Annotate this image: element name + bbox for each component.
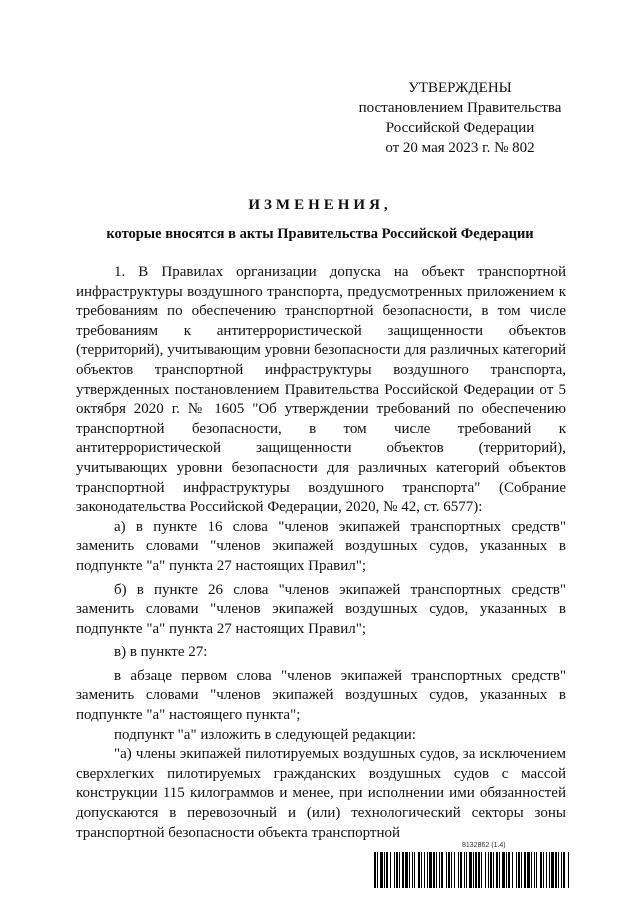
barcode-bar	[568, 852, 569, 888]
barcode-bar	[418, 852, 420, 888]
barcode-bar	[448, 852, 450, 888]
barcode-bar	[551, 852, 554, 888]
barcode-bar	[399, 852, 400, 888]
barcode-bar	[464, 852, 465, 888]
barcode-bar	[466, 852, 467, 888]
barcode-bar	[496, 852, 498, 888]
barcode-bar	[402, 852, 404, 888]
barcode-bar	[561, 852, 562, 888]
barcode-bar	[531, 852, 532, 888]
barcode-bar	[439, 852, 440, 888]
paragraph-1: 1. В Правилах организации допуска на объект транспортной инфраструктуры воздушного транспорта, предусмотренных приложением к требованиям по обеспечению транспортной безопасности, в том числе требованиям к антитеррористической защищенности объектов (территорий), учитывающим уровни безопасности для различных категорий объектов транспортной инфраструктуры воздушного транспорта, утвержденных постановлением Правительства Российской Федерации от 5 октября 2020 г. № 1605 "Об утверждении требований по обеспечению транспортной безопасности, в том числе требований к антитеррористической защищенности объектов (территорий), учитывающих уровни безопасности для различных категорий объектов транспортной инфраструктуры воздушного транспорта" (Собрание законодательства Российской Федерации, 2020, № 42, ст. 6577):	[76, 264, 566, 516]
barcode-bar	[374, 852, 376, 888]
barcode-bar	[521, 852, 522, 888]
barcode-bar	[386, 852, 388, 888]
barcode-bar	[540, 852, 542, 888]
barcode-bar	[488, 852, 489, 888]
barcode-bar	[524, 852, 526, 888]
barcode-bar	[543, 852, 544, 888]
barcode-bar	[433, 852, 435, 888]
barcode-bar	[473, 852, 474, 888]
barcode-bar	[390, 852, 391, 888]
barcode-bar	[380, 852, 383, 888]
barcode-bar	[506, 852, 507, 888]
approval-line-resolution: постановлением Правительства	[358, 100, 562, 116]
barcode-bar	[454, 852, 455, 888]
paragraph-subitem-b: б) в пункте 26 слова "членов экипажей транспортных средств" заменить словами "членов экипажей воздушных судов, указанных в подпункте "а" пункта 27 настоящих Правил";	[76, 581, 566, 637]
barcode-bar	[518, 852, 520, 888]
approval-line-date-number: от 20 мая 2023 г. № 802	[385, 140, 535, 156]
barcode-bar	[490, 852, 492, 888]
approval-block	[340, 78, 580, 158]
paragraph-first-abzac: в абзаце первом слова "членов экипажей транспортных средств" заменить словами "членов экипажей воздушных судов, указанных в подпункте "а" настоящего пункта";	[76, 667, 566, 724]
barcode-bar	[546, 852, 547, 888]
barcode-bar	[460, 852, 462, 888]
barcode-bars	[374, 852, 570, 888]
barcode-bar	[502, 852, 505, 888]
barcode-bar	[396, 852, 398, 888]
barcode-bar	[555, 852, 557, 888]
barcode-bar	[469, 852, 472, 888]
approval-heading: УТВЕРЖДЕНЫ	[408, 80, 512, 96]
barcode	[374, 842, 570, 892]
barcode-bar	[436, 852, 437, 888]
barcode-bar	[451, 852, 452, 888]
barcode-bar	[458, 852, 459, 888]
barcode-bar	[478, 852, 480, 888]
barcode-bar	[536, 852, 537, 888]
barcode-bar	[421, 852, 422, 888]
barcode-bar	[534, 852, 535, 888]
barcode-bar	[558, 852, 559, 888]
barcode-bar	[499, 852, 500, 888]
document-body	[76, 263, 566, 843]
barcode-bar	[512, 852, 513, 888]
barcode-bar	[409, 852, 410, 888]
barcode-bar	[414, 852, 415, 888]
barcode-bar	[481, 852, 482, 888]
barcode-bar	[475, 852, 477, 888]
approval-line-government: Российской Федерации	[385, 120, 535, 136]
barcode-bar	[485, 852, 486, 888]
barcode-bar	[384, 852, 385, 888]
barcode-bar	[493, 852, 494, 888]
barcode-bar	[424, 852, 425, 888]
barcode-number: 8132862 (1.4)	[462, 842, 506, 849]
barcode-bar	[549, 852, 550, 888]
paragraph-subitem-a-intro: подпункт "а" изложить в следующей редакции:	[114, 726, 416, 743]
barcode-bar	[516, 852, 517, 888]
paragraph-new-subitem-a: "а) члены экипажей пилотируемых воздушных судов, за исключением сверхлегких пилотируемых гражданских воздушных судов с массой конструкции 115 килограммов и менее, при исполнении ими обязанностей допускаются в перевозочный и (или) технологический секторы зоны транспортной безопасности объекта транспортной	[76, 746, 566, 841]
barcode-bar	[527, 852, 530, 888]
document-title: ИЗМЕНЕНИЯ,	[248, 197, 392, 213]
document-subtitle: которые вносятся в акты Правительства Российской Федерации	[106, 226, 534, 242]
paragraph-subitem-a: а) в пункте 16 слова "членов экипажей транспортных средств" заменить словами "членов экипажей воздушных судов, указанных в подпункте "а" пункта 27 настоящих Правил";	[76, 518, 566, 574]
barcode-bar	[563, 852, 565, 888]
barcode-bar	[377, 852, 378, 888]
barcode-bar	[441, 852, 443, 888]
barcode-bar	[405, 852, 408, 888]
barcode-bar	[446, 852, 447, 888]
barcode-bar	[508, 852, 510, 888]
barcode-bar	[429, 852, 432, 888]
barcode-bar	[427, 852, 428, 888]
barcode-bar	[394, 852, 395, 888]
barcode-bar	[412, 852, 413, 888]
paragraph-subitem-v: в) в пункте 27:	[114, 644, 208, 661]
